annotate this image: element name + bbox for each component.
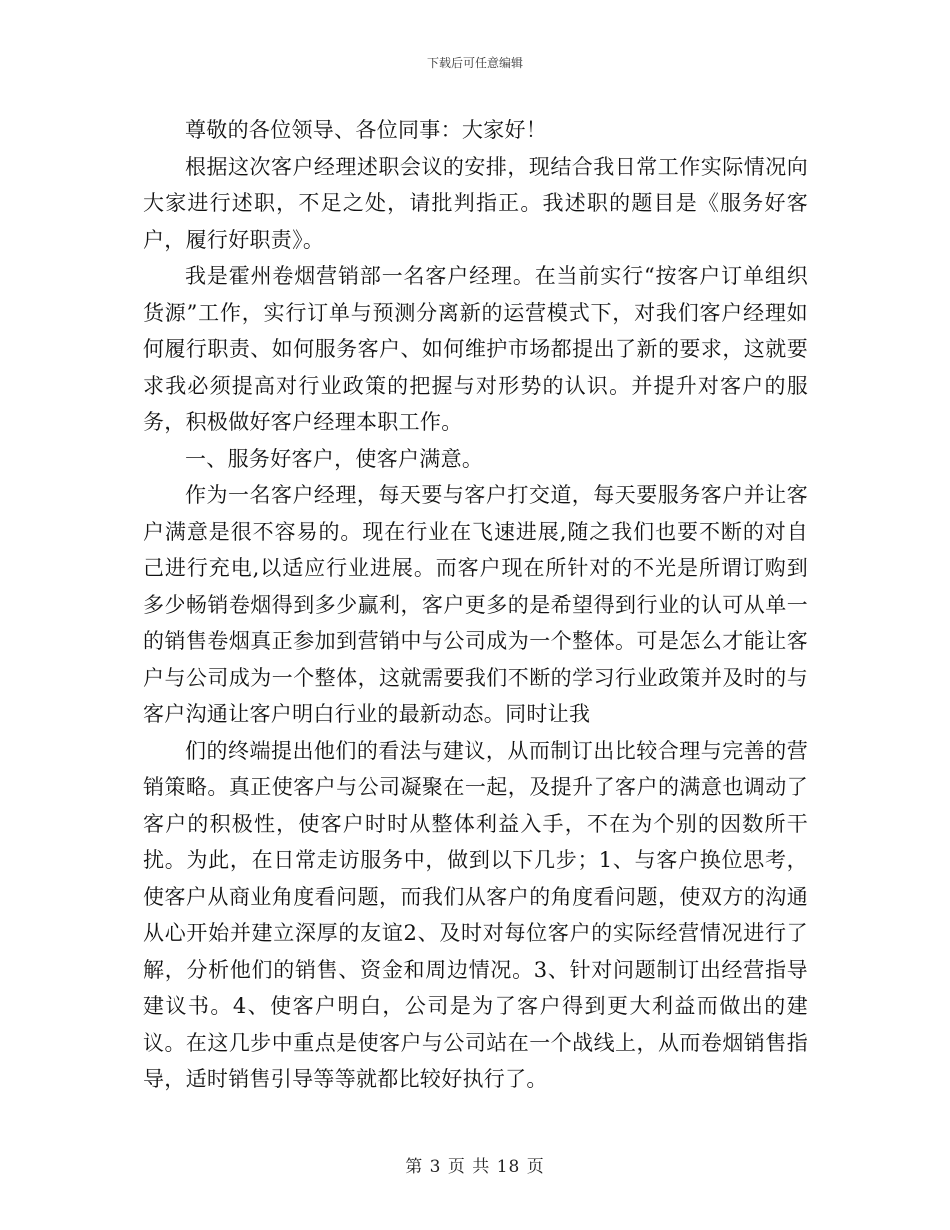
section-heading: 一、服务好客户，使客户满意。 xyxy=(185,446,484,471)
paragraph-intro: 根据这次客户经理述职会议的安排，现结合我日常工作实际情况向大家进行述职，不足之处，请批判指正。我述职的题目是《服务好客户，履行好职责》。 xyxy=(143,154,808,252)
paragraph-greeting: 尊敬的各位领导、各位同事：大家好！ xyxy=(185,118,548,142)
header-note: 下载后可任意编辑 xyxy=(426,56,523,70)
paragraph-service: 作为一名客户经理，每天要与客户打交道，每天要服务客户并让客户满意是很不容易的。现在行业在飞速进展,随之我们也要不断的对自己进行充电,以适应行业进展。而客户现在所针对的不光是所谓订购到多少畅销卷烟得到多少赢利，客户更多的是希望得到行业的认可从单一的销售卷烟真正参加到营销中与公司成为一个整体。可是怎么才能让客户与公司成为一个整体，这就需要我们不断的学习行业政策并及时的与客户沟通让客户明白行业的最新动态。同时让我 xyxy=(143,483,808,726)
paragraph-role: 我是霍州卷烟营销部一名客户经理。在当前实行“按客户订单组织货源”工作，实行订单与预测分离新的运营模式下，对我们客户经理如何履行职责、如何服务客户、如何维护市场都提出了新的要求，这就要求我必须提高对行业政策的把握与对形势的认识。并提升对客户的服务，积极做好客户经理本职工作。 xyxy=(143,264,808,434)
paragraph-steps: 们的终端提出他们的看法与建议，从而制订出比较合理与完善的营销策略。真正使客户与公司凝聚在一起，及提升了客户的满意也调动了客户的积极性，使客户时时从整体利益入手，不在为个别的因数所干扰。为此，在日常走访服务中，做到以下几步；1、与客户换位思考，使客户从商业角度看问题，而我们从客户的角度看问题，使双方的沟通从心开始并建立深厚的友谊2、及时对每位客户的实际经营情况进行了解，分析他们的销售、资金和周边情况。3、针对问题制订出经营指导建议书。4、使客户明白，公司是为了客户得到更大利益而做出的建议。在这几步中重点是使客户与公司站在一个战线上，从而卷烟销售指导，适时销售引导等等就都比较好执行了。 xyxy=(143,738,808,1091)
page-number: 第 3 页 共 18 页 xyxy=(405,1157,545,1177)
body-text xyxy=(143,112,808,1098)
